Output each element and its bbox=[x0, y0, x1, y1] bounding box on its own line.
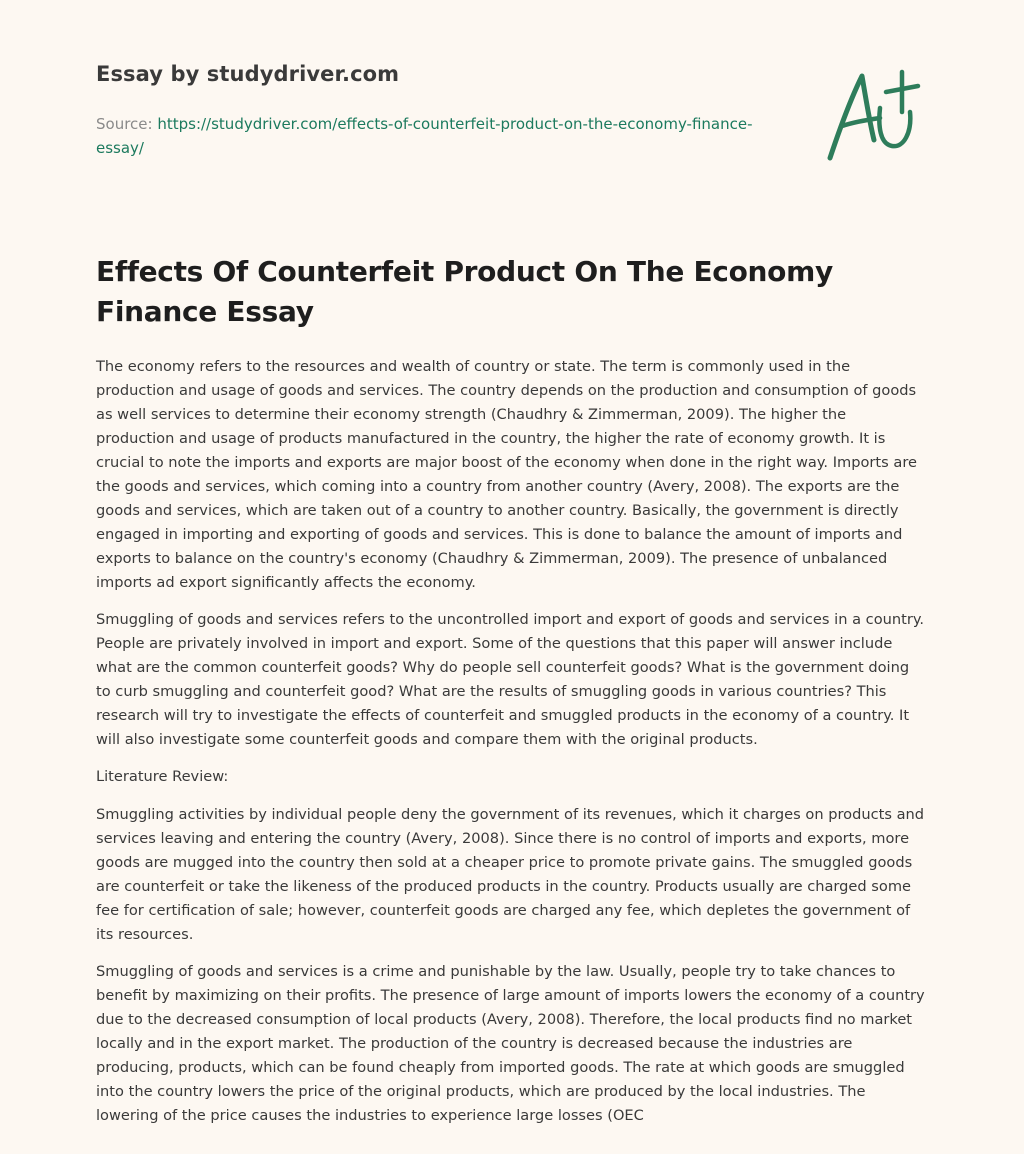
document-title: Effects Of Counterfeit Product On The Economy Finance Essay bbox=[96, 255, 833, 328]
a-plus-logo-icon bbox=[822, 66, 928, 166]
section-heading: Literature Review: bbox=[96, 768, 229, 785]
a-plus-logo bbox=[822, 66, 928, 166]
source-link[interactable]: https://studydriver.com/effects-of-counterfeit-product-on-the-economy-finance-essay/ bbox=[96, 115, 753, 157]
header bbox=[96, 62, 776, 160]
site-brand: Essay by studydriver.com bbox=[96, 62, 400, 86]
paragraph: Smuggling of goods and services is a crime and punishable by the law. Usually, people try to take chances to benefit by maximizing on their profits. The presence of large amount of imports lowers the economy of a country due to the decreased consumption of local products (Avery, 2008). Therefore, the local products find no market locally and in the export market. The production of the country is decreased because the industries are producing, products, which can be found cheaply from imported goods. The rate at which goods are smuggled into the country lowers the price of the original products, which are produced by the local industries. The lowering of the price causes the industries to experience large losses (OEC bbox=[96, 963, 925, 1124]
document-body bbox=[96, 355, 928, 1141]
paragraph: Smuggling activities by individual people deny the government of its revenues, which it charges on products and services leaving and entering the country (Avery, 2008). Since there is no control of imports and exports, more goods are mugged into the country then sold at a cheaper price to promote private gains. The smuggled goods are counterfeit or take the likeness of the produced products in the country. Products usually are charged some fee for certification of sale; however, counterfeit goods are charged any fee, which depletes the government of its resources. bbox=[96, 806, 925, 943]
source-line bbox=[96, 112, 776, 160]
paragraph: The economy refers to the resources and wealth of country or state. The term is commonly used in the production and usage of goods and services. The country depends on the production and consumption of goods as well services to determine their economy strength (Chaudhry & Zimmerman, 2009). The higher the production and usage of products manufactured in the country, the higher the rate of economy growth. It is crucial to note the imports and exports are major boost of the economy when done in the right way. Imports are the goods and services, which coming into a country from another country (Avery, 2008). The exports are the goods and services, which are taken out of a country to another country. Basically, the government is directly engaged in importing and exporting of goods and services. This is done to balance the amount of imports and exports to balance on the country's economy (Chaudhry & Zimmerman, 2009). The presence of unbalanced imports ad export significantly affects the economy. bbox=[96, 358, 917, 591]
source-label: Source: bbox=[96, 115, 158, 133]
paragraph: Smuggling of goods and services refers to the uncontrolled import and export of goods and services in a country. People are privately involved in import and export. Some of the questions that this paper will answer include what are the common counterfeit goods? Why do people sell counterfeit goods? What is the government doing to curb smuggling and counterfeit good? What are the results of smuggling goods in various countries? This research will try to investigate the effects of counterfeit and smuggled products in the economy of a country. It will also investigate some counterfeit goods and compare them with the original products. bbox=[96, 611, 925, 748]
